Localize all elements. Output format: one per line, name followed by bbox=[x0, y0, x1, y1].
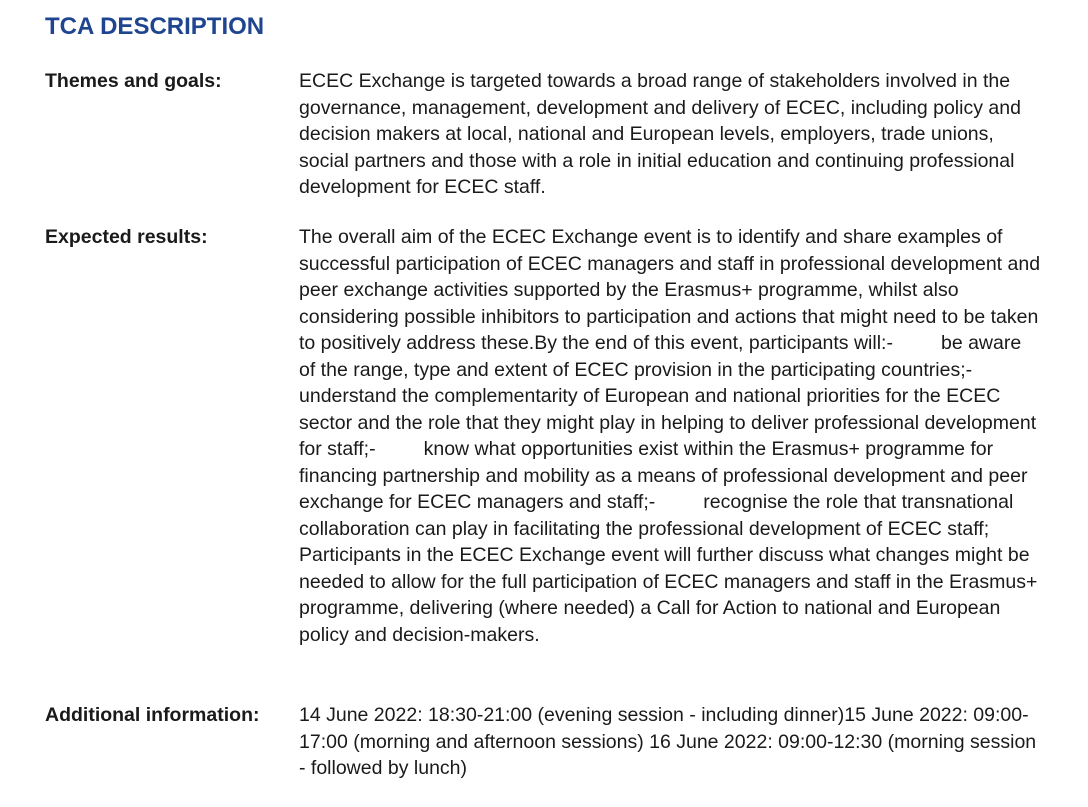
section-label: Additional information: bbox=[45, 704, 260, 726]
section-label: Themes and goals: bbox=[45, 70, 222, 92]
additional-text: 14 June 2022: 18:30-21:00 (evening session - including dinner)15 June 2022: 09:00-17:00 (morning and afternoon sessions) 16 June 2022: 09:00-12:30 (morning session - followed by lunch) bbox=[299, 704, 1037, 779]
results-intro: The overall aim of the ECEC Exchange event is to identify and share examples of successful participation of ECEC managers and staff in professional development and peer exchange activities supported by the Erasmus+ programme, whilst also considering possible inhibitors to participation and actions that might need to be taken to positively address these.By the end of this event, participants will:- bbox=[299, 226, 1041, 354]
section-text bbox=[299, 224, 1041, 648]
section-label: Expected results: bbox=[45, 226, 208, 248]
themes-text: ECEC Exchange is targeted towards a broad range of stakeholders involved in the governance, management, development and delivery of ECEC, including policy and decision makers at local, national and European levels, employers, trade unions, social partners and those with a role in initial education and continuing professional development for ECEC staff. bbox=[299, 70, 1021, 198]
results-item-4: recognise the role that transnational collaboration can play in facilitating the professional development of ECEC staff; Participants in the ECEC Exchange event will further discuss what changes might be needed to allow for the full participation of ECEC managers and staff in the Erasmus+ programme, delivering (where needed) a Call for Action to national and European policy and decision-makers. bbox=[299, 491, 1038, 646]
section-text bbox=[299, 68, 1041, 201]
section-text bbox=[299, 702, 1041, 782]
results-item-2: understand the complementarity of European and national priorities for the ECEC sector and the role that they might play in helping to deliver professional development for staff;- bbox=[299, 385, 1037, 460]
page-title: TCA DESCRIPTION bbox=[45, 13, 265, 40]
results-item-1: be aware of the range, type and extent of ECEC provision in the participating countries;- bbox=[299, 332, 1022, 381]
results-text bbox=[299, 224, 1041, 648]
results-item-3: know what opportunities exist within the Erasmus+ programme for financing partnership and mobility as a means of professional development and peer exchange for ECEC managers and staff;- bbox=[299, 438, 1028, 513]
